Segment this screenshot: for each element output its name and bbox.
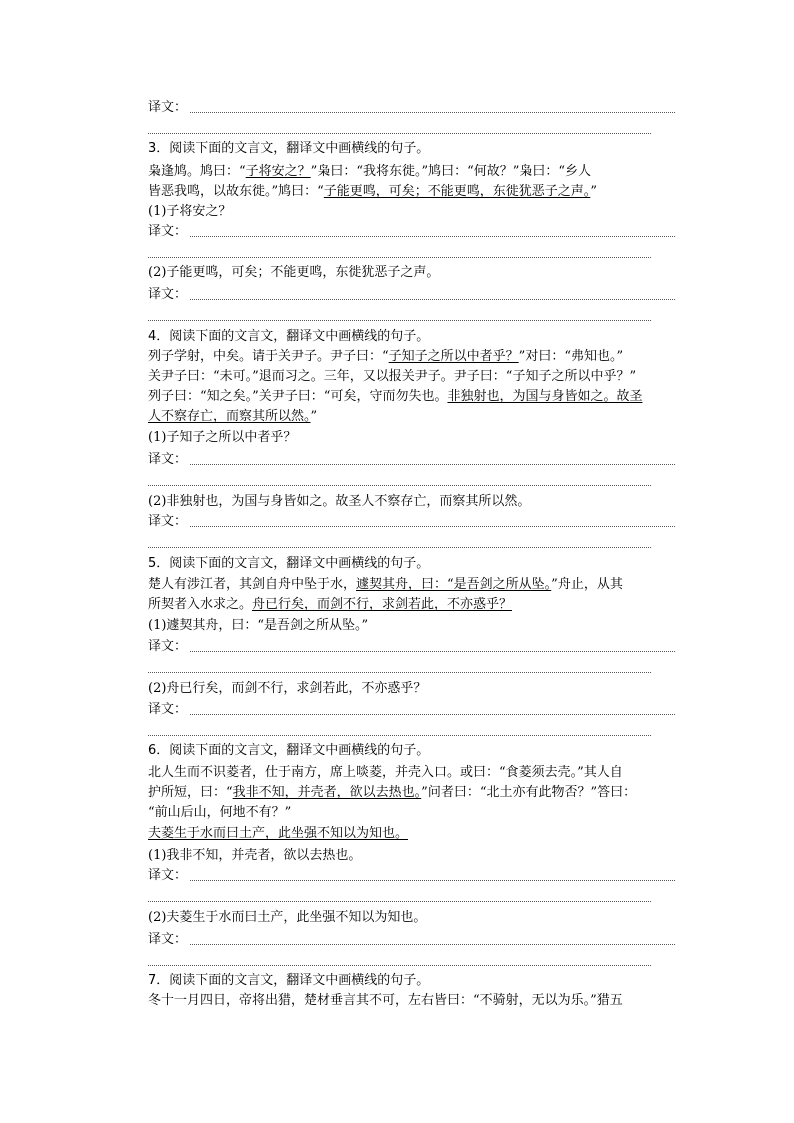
sub-question: (2)子能更鸣，可矣；不能更鸣，东徙犹恶子之声。 — [148, 265, 440, 280]
answer-row — [148, 287, 675, 303]
answer-line[interactable] — [148, 257, 651, 258]
answer-label: 译文： — [148, 287, 188, 302]
question-4-prompt: 4．阅读下面的文言文，翻译文中画横线的句子。 — [148, 329, 430, 344]
underlined-sentence: 子将安之？ — [245, 164, 311, 179]
passage-line: 楚人有涉江者，其剑自舟中坠于水，遽契其舟，曰：“是吾剑之所从坠。”舟止，从其 — [148, 577, 623, 592]
answer-row — [148, 702, 675, 718]
answer-line[interactable] — [190, 112, 675, 113]
answer-line[interactable] — [148, 735, 651, 736]
passage-line: 人不察存亡，而察其所以然。” — [148, 409, 318, 424]
answer-line[interactable] — [190, 651, 675, 652]
answer-line[interactable] — [148, 133, 651, 134]
answer-label: 译文： — [148, 224, 188, 239]
answer-line[interactable] — [190, 236, 675, 237]
answer-line[interactable] — [148, 547, 651, 548]
underlined-sentence: 舟已行矣，而剑不行，求剑若此，不亦惑乎？ — [252, 597, 513, 612]
answer-row — [148, 639, 675, 655]
answer-row — [148, 224, 675, 240]
underlined-sentence: 非独射也，为国与身皆如之。故圣 — [447, 389, 643, 404]
answer-label: 译文： — [148, 452, 188, 467]
passage-line: 所契者入水求之。舟已行矣，而剑不行，求剑若此，不亦惑乎？ — [148, 597, 513, 612]
passage-line: 列子学射，中矣。请于关尹子。尹子曰：“子知子之所以中者乎？”对曰：“弗知也。” — [148, 349, 624, 364]
passage-line: 北人生而不识菱者，仕于南方，席上啖菱，并壳入口。或曰：“食菱须去壳。”其人自 — [148, 765, 623, 780]
passage-line: 枭逢鸠。鸠曰：“子将安之？”枭曰：“我将东徙。”鸠曰：“何故？”枭曰：“乡人 — [148, 164, 592, 179]
answer-line[interactable] — [148, 901, 651, 902]
answer-label: 译文： — [148, 932, 188, 947]
answer-row — [148, 514, 675, 530]
underlined-sentence: 遽契其舟，曰：“是吾剑之所从坠。 — [356, 577, 552, 592]
question-3-prompt: 3．阅读下面的文言文，翻译文中画横线的句子。 — [148, 141, 430, 156]
answer-row — [148, 100, 675, 116]
passage-line: 冬十一月四日，帝将出猎，楚材垂言其不可，左右皆曰：“不骑射，无以为乐。”猎五 — [148, 993, 623, 1008]
passage-line — [148, 826, 408, 842]
question-7-prompt: 7．阅读下面的文言文，翻译文中画横线的句子。 — [148, 973, 430, 988]
answer-label: 译文： — [148, 702, 188, 717]
question-5-prompt: 5．阅读下面的文言文，翻译文中画横线的句子。 — [148, 556, 430, 571]
answer-label: 译文： — [148, 868, 188, 883]
answer-line[interactable] — [190, 299, 675, 300]
passage-line: 关尹子曰：“未可。”退而习之。三年，又以报关尹子。尹子曰：“子知子之所以中乎？” — [148, 369, 637, 384]
sub-question: (1)遽契其舟，曰：“是吾剑之所从坠。” — [148, 618, 369, 633]
answer-line[interactable] — [190, 526, 675, 527]
answer-line[interactable] — [148, 965, 651, 966]
sub-question: (2)夫菱生于水而曰土产，此坐强不知以为知也。 — [148, 910, 427, 925]
answer-line[interactable] — [148, 320, 651, 321]
passage-line: 护所短，曰：“我非不知，并壳者，欲以去热也。”问者曰：“北土亦有此物否？”答曰： — [148, 785, 637, 800]
answer-row — [148, 868, 675, 884]
answer-line[interactable] — [148, 672, 651, 673]
answer-label: 译文： — [148, 639, 188, 654]
underlined-sentence: 夫菱生于水而曰土产，此坐强不知以为知也。 — [148, 826, 409, 841]
answer-line[interactable] — [190, 714, 675, 715]
answer-line[interactable] — [190, 880, 675, 881]
passage-line: 皆恶我鸣，以故东徙。”鸠曰：“子能更鸣，可矣；不能更鸣，东徙犹恶子之声。” — [148, 184, 597, 199]
sub-question: (2)非独射也，为国与身皆如之。故圣人不察存亡，而察其所以然。 — [148, 494, 531, 509]
answer-line[interactable] — [190, 464, 675, 465]
answer-label: 译文： — [148, 100, 188, 115]
answer-row — [148, 452, 675, 468]
underlined-sentence: 子能更鸣，可矣；不能更鸣，东徙犹恶子之声。 — [323, 184, 591, 199]
answer-label: 译文： — [148, 514, 188, 529]
passage-line: “前山后山，何地不有？” — [148, 805, 292, 820]
underlined-sentence: 子知子之所以中者乎？ — [388, 349, 519, 364]
answer-line[interactable] — [190, 944, 675, 945]
answer-line[interactable] — [148, 485, 651, 486]
underlined-sentence: 我非不知，并壳者，欲以去热也。 — [232, 785, 422, 800]
sub-question: (2)舟已行矣，而剑不行，求剑若此，不亦惑乎？ — [148, 681, 427, 696]
sub-question: (1)子将安之？ — [148, 204, 232, 219]
sub-question: (1)子知子之所以中者乎？ — [148, 430, 297, 445]
underlined-sentence: 人不察存亡，而察其所以然。 — [148, 409, 311, 424]
sub-question: (1)我非不知，并壳者，欲以去热也。 — [148, 848, 362, 863]
passage-line: 列子曰：“知之矣。”关尹子曰：“可矣，守而勿失也。非独射也，为国与身皆如之。故圣 — [148, 389, 643, 404]
question-6-prompt: 6．阅读下面的文言文，翻译文中画横线的句子。 — [148, 743, 430, 758]
answer-row — [148, 932, 675, 948]
